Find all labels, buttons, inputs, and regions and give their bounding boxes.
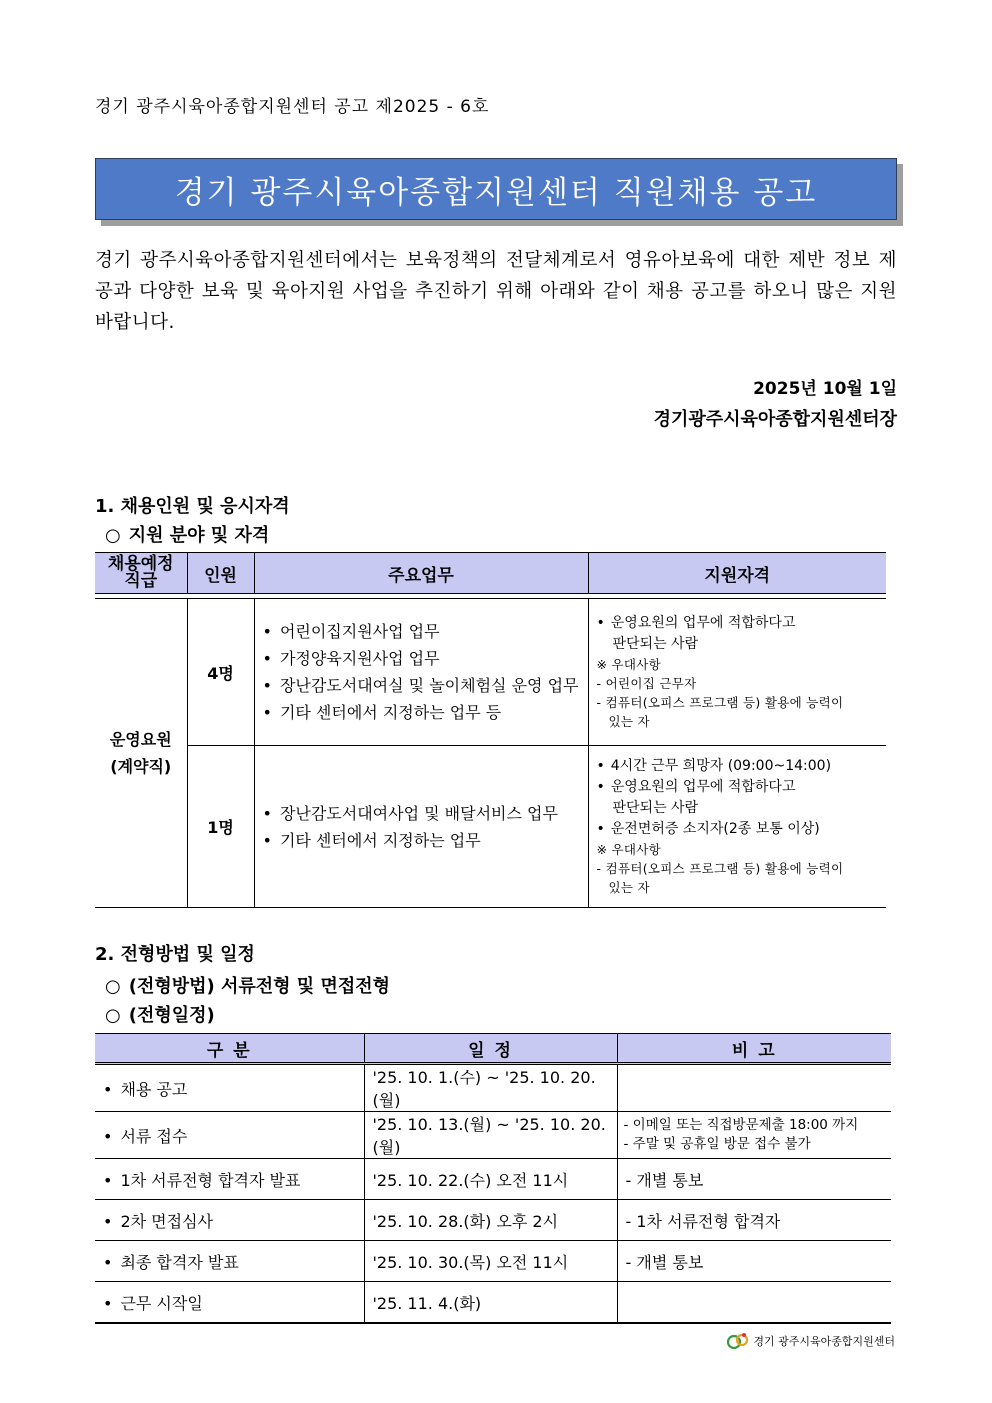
- signer: 경기광주시육아종합지원센터장: [653, 409, 897, 430]
- circle-bullet-icon: ○: [105, 1005, 121, 1026]
- schedule-item: • 근무 시작일: [95, 1282, 364, 1324]
- center-logo-icon: [726, 1331, 750, 1351]
- list-item: • 가정양육지원사업 업무: [263, 645, 588, 672]
- circle-bullet-icon: ○: [105, 976, 121, 997]
- table-row: [95, 1200, 891, 1241]
- position-type: (계약직): [110, 757, 172, 776]
- schedule-item: • 1차 서류전형 합격자 발표: [95, 1159, 364, 1200]
- schedule-item: • 서류 접수: [95, 1112, 364, 1159]
- qual-item: • 운영요원의 업무에 적합하다고: [597, 613, 881, 634]
- qual-item: • 운전면허증 소지자(2종 보통 이상): [597, 819, 881, 840]
- intro-paragraph: 경기 광주시육아종합지원센터에서는 보육정책의 전달체계로서 영유아보육에 대한 제반 정보 제공과 다양한 보육 및 육아지원 사업을 추진하기 위해 아래와 같이 채용 공고를 하오니 많은 지원 바랍니다.: [95, 250, 897, 333]
- schedule-item: • 2차 면접심사: [95, 1200, 364, 1241]
- preference-item: - 컴퓨터(오피스 프로그램 등) 활용에 능력이: [596, 861, 844, 876]
- list-item: • 장난감도서대여사업 및 배달서비스 업무: [263, 800, 588, 827]
- footer-org-name: 경기 광주시육아종합지원센터: [753, 1335, 895, 1348]
- title-banner: [95, 158, 897, 220]
- schedule-note: - 개별 통보: [617, 1241, 891, 1282]
- duties-cell: [254, 599, 588, 746]
- qual-item-cont: 판단되는 사람: [612, 636, 699, 652]
- table-row: [95, 1241, 891, 1282]
- announcement-date: 2025년 10월 1일: [753, 379, 897, 399]
- section2-schedule-label: [105, 1001, 215, 1027]
- qualifications-cell: [588, 599, 886, 746]
- header-qualifications: 지원자격: [588, 553, 886, 594]
- position-name: 운영요원: [109, 730, 172, 749]
- schedule-note: - 개별 통보: [617, 1159, 891, 1200]
- table-row: [95, 1159, 891, 1200]
- header-count: 인원: [187, 553, 254, 594]
- qualifications-cell: [588, 746, 886, 908]
- preference-heading: ※ 우대사항: [596, 842, 662, 857]
- table-header-row: [95, 1034, 891, 1064]
- header-note: 비 고: [617, 1034, 891, 1064]
- schedule-date: '25. 10. 1.(수) ~ '25. 10. 20.(월): [364, 1064, 617, 1112]
- schedule-note: - 1차 서류전형 합격자: [617, 1200, 891, 1241]
- list-item: • 어린이집지원사업 업무: [263, 618, 588, 645]
- section1-heading: 1. 채용인원 및 응시자격: [95, 496, 290, 517]
- header-item: 구 분: [95, 1034, 364, 1064]
- header-position-l2: 직급: [124, 571, 158, 591]
- list-item: • 기타 센터에서 지정하는 업무: [263, 827, 588, 854]
- position-cell: [95, 599, 187, 908]
- table-header-row: [95, 553, 886, 594]
- header-position-l1: 채용예정: [107, 554, 174, 574]
- section2-heading: 2. 전형방법 및 일정: [95, 944, 255, 965]
- footer: [726, 1331, 895, 1351]
- table-row: [95, 599, 886, 746]
- preference-item-cont: 있는 자: [608, 714, 650, 729]
- page-title: 경기 광주시육아종합지원센터 직원채용 공고: [95, 158, 897, 220]
- section2-method-text: (전형방법) 서류전형 및 면접전형: [128, 976, 391, 997]
- schedule-item: • 채용 공고: [95, 1064, 364, 1112]
- section2-schedule-text: (전형일정): [128, 1005, 215, 1026]
- preference-item-cont: 있는 자: [608, 880, 650, 895]
- qual-item: • 4시간 근무 희망자 (09:00~14:00): [597, 756, 881, 777]
- section1-subheading: [105, 521, 269, 547]
- schedule-date: '25. 10. 30.(목) 오전 11시: [364, 1241, 617, 1282]
- list-item: • 기타 센터에서 지정하는 업무 등: [263, 699, 588, 726]
- table-row: [95, 1282, 891, 1324]
- preference-heading: ※ 우대사항: [596, 657, 662, 672]
- section2-method: [105, 972, 390, 998]
- recruitment-table: [95, 552, 886, 908]
- count-cell: 1명: [187, 746, 254, 908]
- schedule-note-line: - 이메일 또는 직접방문제출 18:00 까지: [623, 1117, 859, 1133]
- schedule-date: '25. 11. 4.(화): [364, 1282, 617, 1324]
- preference-item: - 컴퓨터(오피스 프로그램 등) 활용에 능력이: [596, 695, 844, 710]
- header-date: 일 정: [364, 1034, 617, 1064]
- schedule-note: [617, 1064, 891, 1112]
- schedule-date: '25. 10. 13.(월) ~ '25. 10. 20.(월): [364, 1112, 617, 1159]
- section1-sub-text: 지원 분야 및 자격: [128, 525, 270, 546]
- schedule-date: '25. 10. 28.(화) 오후 2시: [364, 1200, 617, 1241]
- qual-item: • 운영요원의 업무에 적합하다고: [597, 777, 881, 798]
- circle-bullet-icon: ○: [105, 525, 121, 546]
- schedule-table: [95, 1033, 891, 1324]
- preference-item: - 어린이집 근무자: [596, 676, 697, 691]
- duties-cell: [254, 746, 588, 908]
- schedule-item: • 최종 합격자 발표: [95, 1241, 364, 1282]
- table-row: [95, 1064, 891, 1112]
- list-item: • 장난감도서대여실 및 놀이체험실 운영 업무: [263, 672, 588, 699]
- table-row: [95, 746, 886, 908]
- table-row: [95, 1112, 891, 1159]
- schedule-note-line: - 주말 및 공휴일 방문 접수 불가: [623, 1136, 811, 1152]
- count-cell: 4명: [187, 599, 254, 746]
- schedule-note: [617, 1112, 891, 1159]
- header-duties: 주요업무: [254, 553, 588, 594]
- notice-number: 경기 광주시육아종합지원센터 공고 제2025 - 6호: [95, 97, 490, 117]
- qual-item-cont: 판단되는 사람: [612, 800, 699, 816]
- schedule-date: '25. 10. 22.(수) 오전 11시: [364, 1159, 617, 1200]
- header-position: [95, 553, 187, 594]
- schedule-note: [617, 1282, 891, 1324]
